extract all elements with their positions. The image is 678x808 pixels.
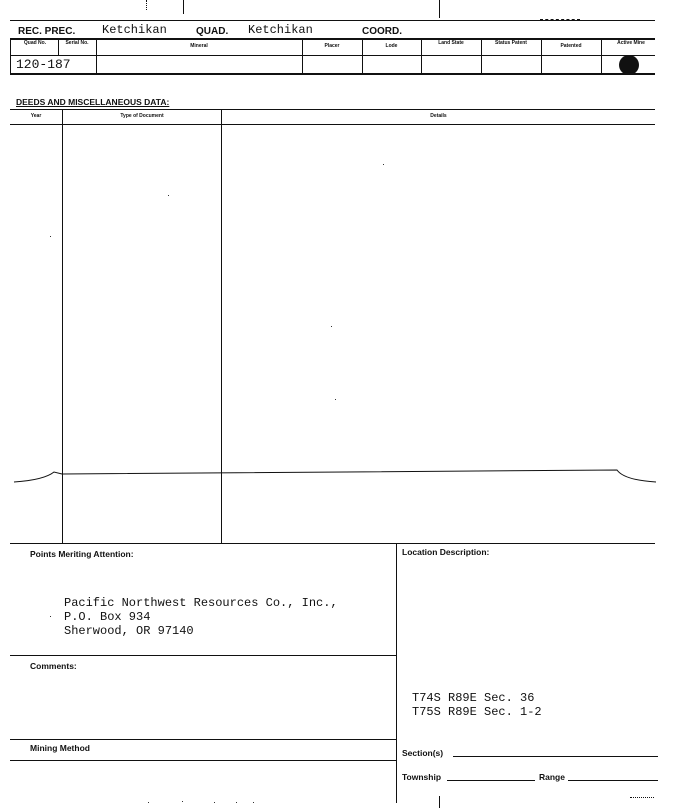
claim-col-divider bbox=[601, 38, 602, 74]
claim-col-divider bbox=[481, 38, 482, 74]
claim-col-divider bbox=[421, 38, 422, 74]
section-fill-line bbox=[453, 756, 658, 757]
address-line-3: Sherwood, OR 97140 bbox=[64, 624, 194, 638]
mining-top-rule bbox=[10, 739, 396, 740]
deeds-col-year: Year bbox=[30, 113, 42, 119]
rec-prec-value: Ketchikan bbox=[102, 23, 167, 37]
scan-speck bbox=[253, 802, 254, 803]
scan-speck bbox=[383, 164, 384, 165]
claim-table-header-rule bbox=[10, 55, 655, 56]
scan-speck bbox=[182, 801, 183, 802]
bottom-center-divider bbox=[396, 543, 397, 803]
col-header-serial-no: Serial No. bbox=[65, 40, 89, 46]
bottom-section-top-rule bbox=[10, 543, 655, 544]
scan-speck bbox=[168, 195, 169, 196]
claim-col-divider bbox=[58, 38, 59, 55]
location-line-2: T75S R89E Sec. 1-2 bbox=[412, 705, 542, 719]
quad-value: Ketchikan bbox=[248, 23, 313, 37]
claim-table-bottom-rule bbox=[10, 73, 655, 75]
col-header-lode: Lode bbox=[385, 43, 398, 49]
section-label: Section(s) bbox=[402, 748, 444, 758]
scan-mark bbox=[146, 0, 147, 10]
address-line-2: P.O. Box 934 bbox=[64, 610, 151, 624]
quad-label: QUAD. bbox=[196, 26, 229, 37]
claim-table-top-rule bbox=[10, 38, 655, 40]
deeds-col-details: Details bbox=[430, 113, 447, 119]
location-line-1: T74S R89E Sec. 36 bbox=[412, 691, 535, 705]
mining-bottom-rule bbox=[10, 760, 396, 761]
scan-speck bbox=[335, 399, 336, 400]
location-description-label: Location Description: bbox=[402, 547, 490, 557]
scan-speck bbox=[236, 802, 237, 803]
deeds-top-rule bbox=[10, 109, 655, 110]
comments-top-rule bbox=[10, 655, 396, 656]
scan-speck bbox=[214, 802, 215, 803]
address-line-1: Pacific Northwest Resources Co., Inc., bbox=[64, 596, 338, 610]
township-fill-line bbox=[447, 780, 535, 781]
deeds-section-title: DEEDS AND MISCELLANEOUS DATA: bbox=[16, 97, 170, 107]
page-fold-line bbox=[0, 460, 678, 490]
scan-mark bbox=[630, 797, 654, 798]
scan-speck bbox=[50, 236, 51, 237]
col-header-land-state: Land State bbox=[438, 40, 464, 46]
active-mine-filled-circle bbox=[619, 55, 639, 75]
range-label: Range bbox=[539, 772, 565, 782]
coord-label: COORD. bbox=[362, 26, 402, 37]
deeds-col-type: Type of Document bbox=[120, 113, 164, 119]
points-meriting-label: Points Meriting Attention: bbox=[30, 549, 134, 559]
scan-mark bbox=[439, 0, 440, 18]
quad-serial-value: 120-187 bbox=[16, 57, 71, 72]
col-header-mineral: Mineral bbox=[190, 43, 208, 49]
col-header-active-mine: Active Mine bbox=[617, 40, 645, 46]
col-header-placer: Placer bbox=[324, 43, 340, 49]
header-top-rule bbox=[10, 20, 655, 21]
scan-speck bbox=[50, 616, 51, 617]
township-label: Township bbox=[402, 772, 442, 782]
scan-mark bbox=[183, 0, 184, 14]
col-header-patented: Patented bbox=[560, 43, 582, 49]
comments-label: Comments: bbox=[30, 661, 77, 671]
col-header-status-patent: Status Patent bbox=[495, 40, 527, 46]
rec-prec-label: REC. PREC. bbox=[18, 26, 76, 37]
deeds-header-rule bbox=[10, 124, 655, 125]
range-fill-line bbox=[568, 780, 658, 781]
scan-speck bbox=[331, 326, 332, 327]
col-header-quad-no: Quad No. bbox=[23, 40, 47, 46]
mining-method-label: Mining Method bbox=[30, 743, 90, 753]
scan-mark bbox=[439, 796, 440, 808]
scan-speck bbox=[148, 802, 149, 803]
claim-col-divider bbox=[10, 38, 11, 74]
